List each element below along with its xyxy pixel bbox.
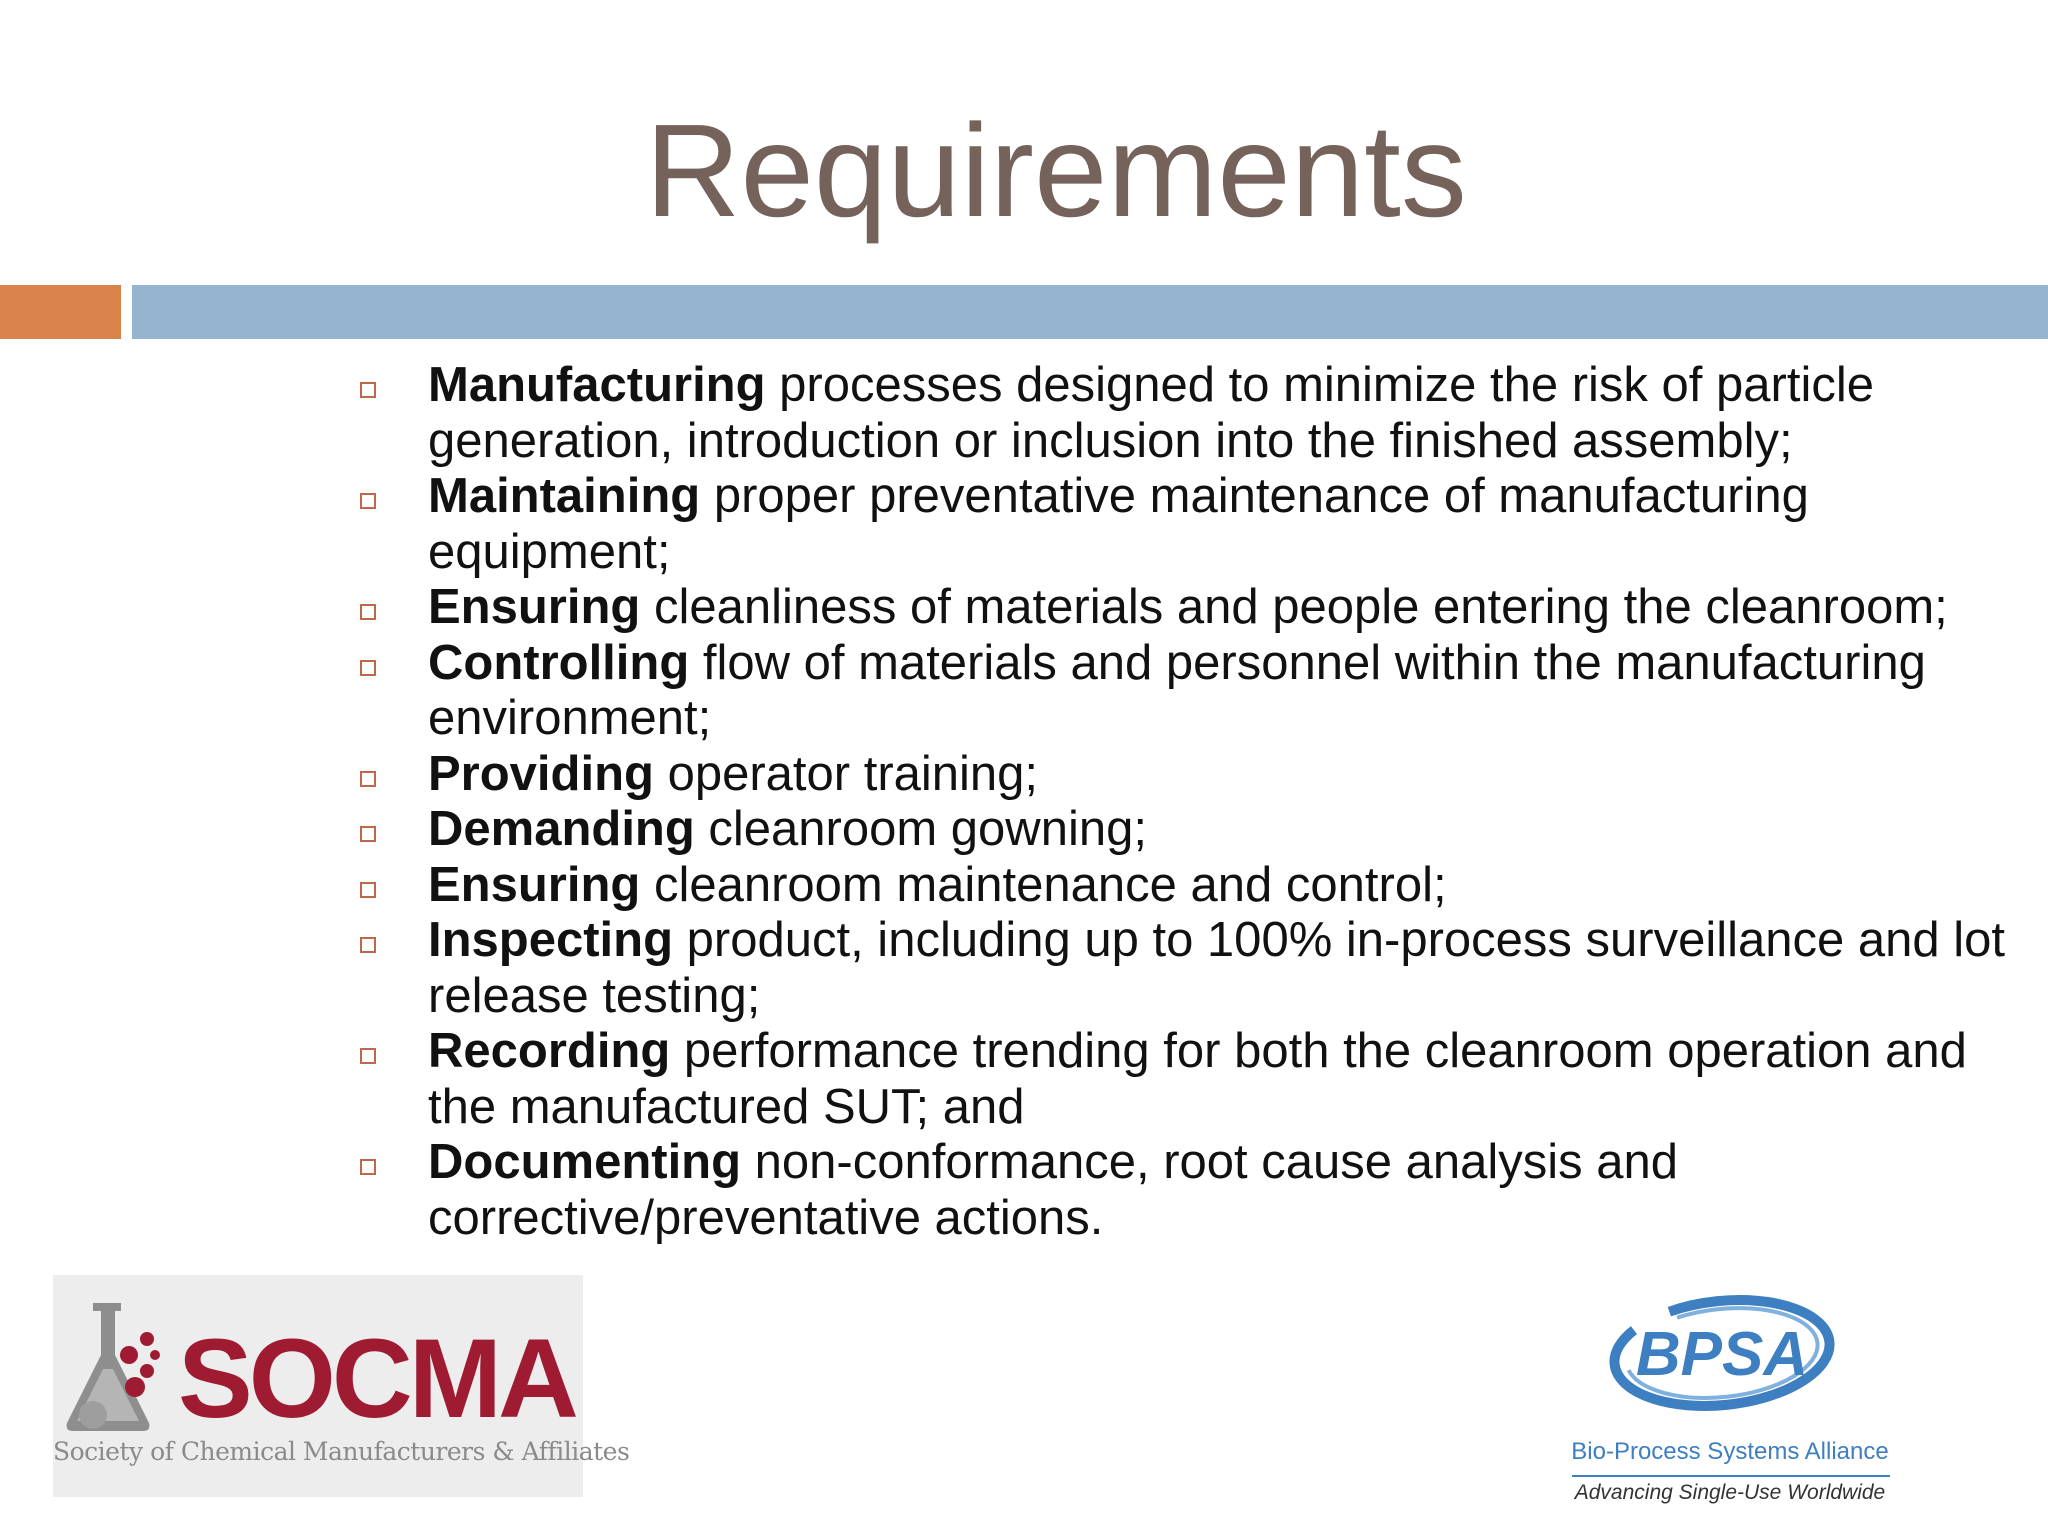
bpsa-logo — [1560, 1285, 1900, 1510]
list-item — [360, 469, 2040, 580]
list-item — [360, 747, 2040, 803]
bullet-lead: Controlling — [428, 635, 690, 690]
list-item — [360, 1024, 2040, 1135]
bullet-text: cleanliness of materials and people entering the cleanroom; — [640, 580, 1948, 634]
square-bullet-icon — [360, 826, 376, 842]
bullet-text: proper preventative maintenance of manufacturing equipment; — [428, 469, 1809, 579]
bullet-text: performance trending for both the cleanroom operation and the manufactured SUT; and — [428, 1024, 1967, 1134]
bullet-text: product, including up to 100% in-process surveillance and lot release testing; — [428, 913, 2005, 1023]
bullet-text: flow of materials and personnel within the manufacturing environment; — [428, 635, 1926, 745]
square-bullet-icon — [360, 493, 376, 509]
list-item — [360, 358, 2040, 469]
bullet-lead: Manufacturing — [428, 358, 766, 412]
square-bullet-icon — [360, 1159, 376, 1175]
square-bullet-icon — [360, 1048, 376, 1064]
bullet-lead: Demanding — [428, 802, 695, 856]
bpsa-wordmark: BPSA — [1635, 1320, 1809, 1389]
list-item — [360, 913, 2040, 1024]
bullet-text: cleanroom maintenance and control; — [640, 857, 1447, 912]
bullet-text: processes designed to minimize the risk of particle generation, introduction or inclusion into the finished assembly; — [428, 358, 1874, 468]
list-item — [360, 802, 2040, 858]
list-item — [360, 858, 2040, 914]
bpsa-emblem — [1604, 1285, 1844, 1425]
list-item — [360, 580, 2040, 636]
bullet-lead: Inspecting — [428, 913, 674, 967]
accent-bar-blue — [132, 285, 2048, 339]
requirements-list — [360, 358, 2040, 1246]
bpsa-tagline: Advancing Single-Use Worldwide — [1574, 1481, 1886, 1504]
square-bullet-icon — [360, 882, 376, 898]
list-item — [360, 636, 2040, 747]
flask-icon — [63, 1297, 183, 1437]
slide-title: Requirements — [645, 97, 1467, 244]
bullet-lead: Documenting — [428, 1135, 742, 1189]
bullet-text: non-conformance, root cause analysis and corrective/preventative actions. — [428, 1135, 1679, 1245]
square-bullet-icon — [360, 660, 376, 676]
bullet-lead: Providing — [428, 746, 654, 801]
bullet-text: cleanroom gowning; — [694, 802, 1147, 856]
bullet-lead: Ensuring — [428, 580, 641, 634]
bullet-lead: Recording — [428, 1024, 671, 1078]
bullet-lead: Ensuring — [428, 857, 641, 912]
socma-logo — [53, 1275, 630, 1497]
square-bullet-icon — [360, 382, 376, 398]
square-bullet-icon — [360, 937, 376, 953]
socma-tagline: Society of Chemical Manufacturers & Affiliates — [53, 1437, 630, 1466]
bpsa-name: Bio-Process Systems Alliance — [1571, 1438, 1889, 1465]
list-item — [360, 1135, 2040, 1246]
socma-wordmark: SOCMA — [178, 1316, 575, 1441]
bullet-text: operator training; — [653, 746, 1039, 801]
square-bullet-icon — [360, 771, 376, 787]
accent-bar-orange — [0, 285, 121, 339]
square-bullet-icon — [360, 604, 376, 620]
bpsa-divider — [1572, 1475, 1890, 1477]
bullet-lead: Maintaining — [428, 469, 701, 523]
